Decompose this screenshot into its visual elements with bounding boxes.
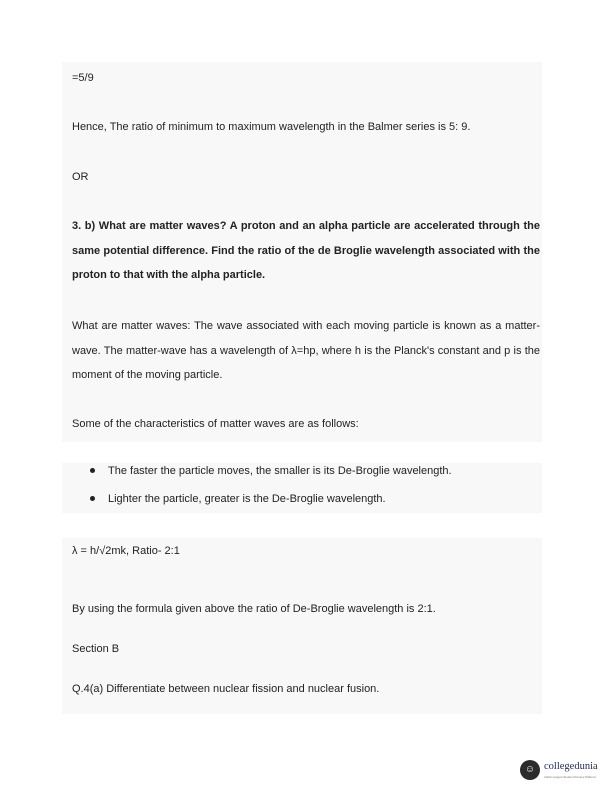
- characteristics-list: [86, 457, 540, 513]
- bullet-icon: [90, 468, 95, 473]
- list-item: [86, 485, 540, 513]
- answer-definition: What are matter waves: The wave associated with each moving particle is known as a matter-wave. The matter-wave has a wavelength of λ=hp, where h is the Planck's constant and p is the moment of the moving particle.: [72, 320, 540, 381]
- characteristics-intro: Some of the characteristics of matter waves are as follows:: [72, 418, 359, 430]
- formula-conclusion: By using the formula given above the ratio of De-Broglie wavelength is 2:1.: [72, 603, 436, 615]
- question-text: 3. b) What are matter waves? A proton and an alpha particle are accelerated through the same potential difference. Find the ratio of the de Broglie wavelength associated with the proton to that with the alpha particle.: [72, 220, 540, 281]
- graduate-face-icon: ☺: [520, 760, 540, 780]
- result-line: =5/9: [72, 72, 94, 84]
- conclusion-text: Hence, The ratio of minimum to maximum wavelength in the Balmer series is 5: 9.: [72, 121, 471, 133]
- formula-line: λ = h/√2mk, Ratio- 2:1: [72, 545, 180, 557]
- logo-tagline: India's largest Student Review Platform: [544, 775, 597, 779]
- bullet-icon: [90, 496, 95, 501]
- or-label: OR: [72, 171, 89, 183]
- logo-text: collegedunia: [544, 761, 598, 772]
- next-question: Q.4(a) Differentiate between nuclear fission and nuclear fusion.: [72, 683, 380, 695]
- list-item-text: The faster the particle moves, the smaller is its De-Broglie wavelength.: [108, 465, 452, 477]
- collegedunia-logo: [520, 757, 612, 787]
- section-label: Section B: [72, 643, 120, 655]
- list-item: [86, 457, 540, 485]
- list-item-text: Lighter the particle, greater is the De-Broglie wavelength.: [108, 493, 386, 505]
